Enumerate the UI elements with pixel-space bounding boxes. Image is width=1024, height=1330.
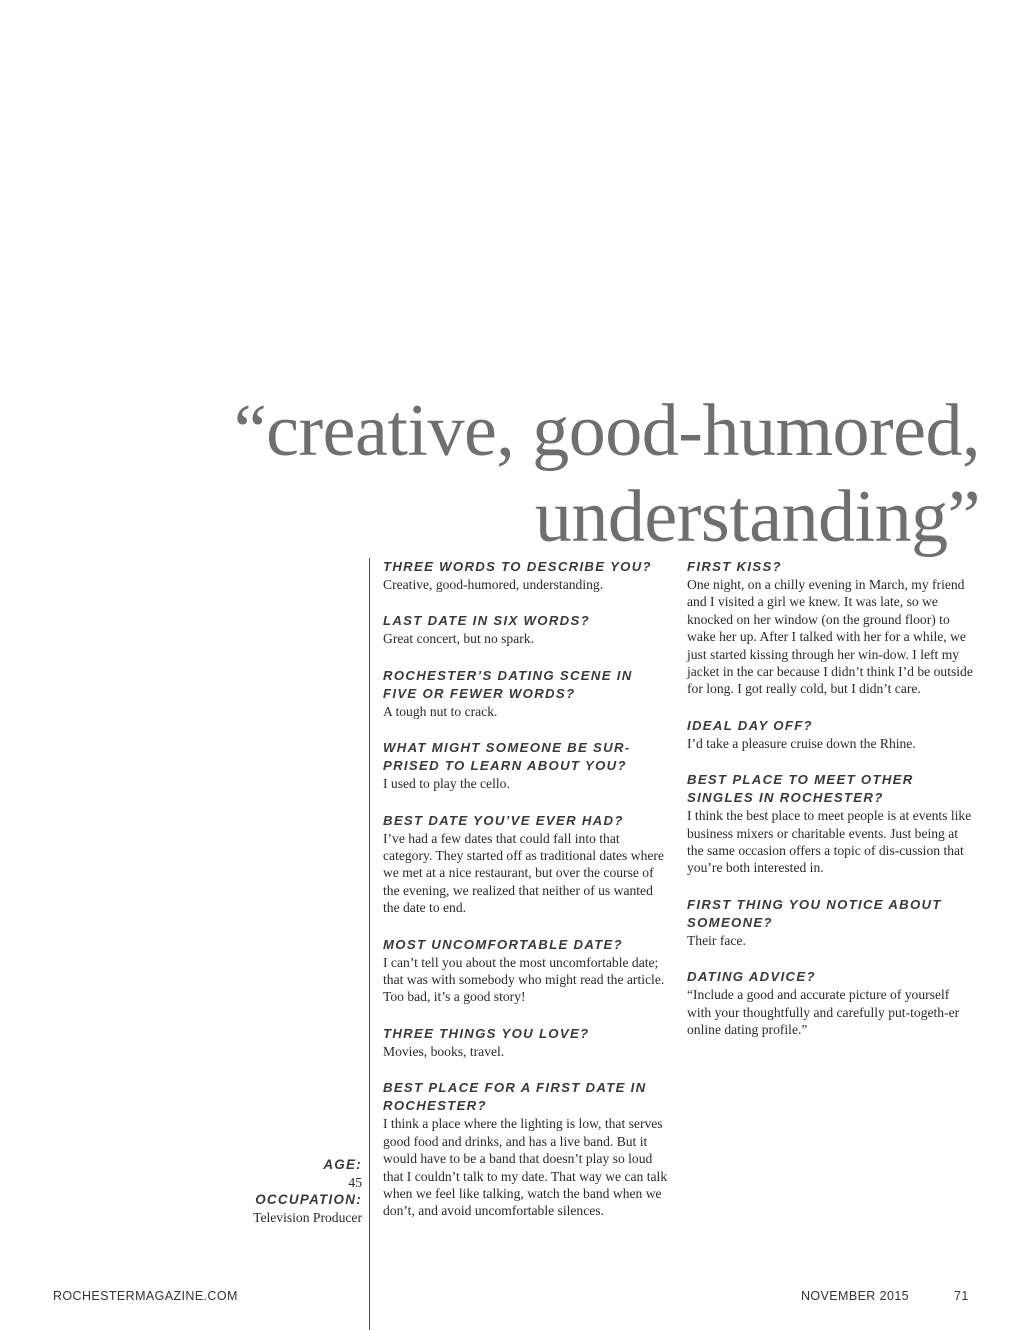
answer: Movies, books, travel. (383, 1043, 505, 1059)
question: THREE WORDS TO DESCRIBE YOU? (383, 559, 652, 574)
qa-item (383, 667, 671, 720)
question: THREE THINGS YOU LOVE? (383, 1025, 590, 1041)
qa-item (383, 1079, 671, 1219)
answer: I think a place where the lighting is low, that serves good food and drinks, and has a live band. But it would have to be a band that doesn’t play so loud that I couldn’t talk to my date. That way we can talk when we feel like talking, watch the band when we don’t, and avoid uncomfortable silences. (383, 1116, 668, 1219)
pull-quote-headline (234, 388, 980, 560)
question: ROCHESTER’S DATING SCENE IN FIVE OR FEWER WORDS? (383, 667, 633, 701)
answer: Creative, good-humored, understanding. (383, 577, 604, 592)
answer: I’d take a pleasure cruise down the Rhine. (687, 735, 916, 751)
column-divider (369, 558, 370, 1330)
qa-item (687, 558, 975, 698)
qa-item (383, 936, 671, 1006)
question: FIRST KISS? (687, 559, 782, 574)
qa-item (383, 739, 671, 792)
answer: Great concert, but no spark. (383, 631, 534, 647)
headline-line-1: “creative, good-humored, (233, 390, 980, 472)
qa-column-left (383, 558, 671, 1239)
answer: Their face. (687, 932, 746, 948)
age-value: 45 (348, 1175, 362, 1190)
qa-item (383, 612, 671, 647)
question: MOST UNCOMFORTABLE DATE? (383, 936, 623, 952)
footer-site: ROCHESTERMAGAZINE.COM (53, 1289, 238, 1303)
qa-column-right (687, 558, 975, 1058)
qa-item (687, 771, 975, 877)
answer: A tough nut to crack. (383, 703, 498, 719)
answer: One night, on a chilly evening in March, my friend and I visited a girl we knew. It was late, so we knocked on her window (on the ground floor) to wake her up. After I talked with her for a while, we just started kissing through her win-dow. I left my jacket in the car because I didn’t think I’d be outside for long. I got really cold, but I didn’t care. (687, 577, 973, 697)
question: BEST PLACE TO MEET OTHER SINGLES IN ROCHESTER? (687, 772, 914, 806)
qa-item (687, 968, 975, 1038)
page-number: 71 (954, 1289, 969, 1303)
occupation-value: Television Producer (253, 1210, 362, 1225)
profile-bio (162, 1156, 362, 1226)
question: DATING ADVICE? (687, 969, 816, 985)
answer: I used to play the cello. (383, 776, 510, 792)
occupation-label: OCCUPATION: (255, 1192, 362, 1207)
qa-item (383, 558, 671, 593)
question: LAST DATE IN SIX WORDS? (383, 613, 590, 629)
question: BEST DATE YOU’VE EVER HAD? (383, 812, 624, 828)
qa-item (383, 1025, 671, 1060)
answer: I think the best place to meet people is at events like business mixers or charitable events. Just being at the same occasion offers a topic of dis-cussion that you’re both interested in. (687, 808, 972, 876)
question: BEST PLACE FOR A FIRST DATE IN ROCHESTER? (383, 1080, 647, 1114)
answer: I can’t tell you about the most uncomfortable date; that was with somebody who might read the article. Too bad, it’s a good story! (383, 954, 665, 1005)
answer: “Include a good and accurate picture of yourself with your thoughtfully and carefully put-togeth-er online dating profile.” (687, 987, 960, 1038)
age-label: AGE: (323, 1157, 362, 1172)
qa-item (687, 717, 975, 752)
footer-date: NOVEMBER 2015 (801, 1289, 910, 1303)
question: IDEAL DAY OFF? (687, 717, 813, 733)
question: FIRST THING YOU NOTICE ABOUT SOMEONE? (687, 896, 942, 930)
answer: I’ve had a few dates that could fall into that category. They started off as traditional dates where we met at a nice restaurant, but over the course of the evening, we realized that neither of us wanted the date to end. (383, 830, 664, 916)
qa-item (687, 896, 975, 949)
question: WHAT MIGHT SOMEONE BE SUR-PRISED TO LEARN ABOUT YOU? (383, 740, 631, 774)
headline-line-2: understanding” (534, 476, 980, 558)
qa-item (383, 812, 671, 917)
